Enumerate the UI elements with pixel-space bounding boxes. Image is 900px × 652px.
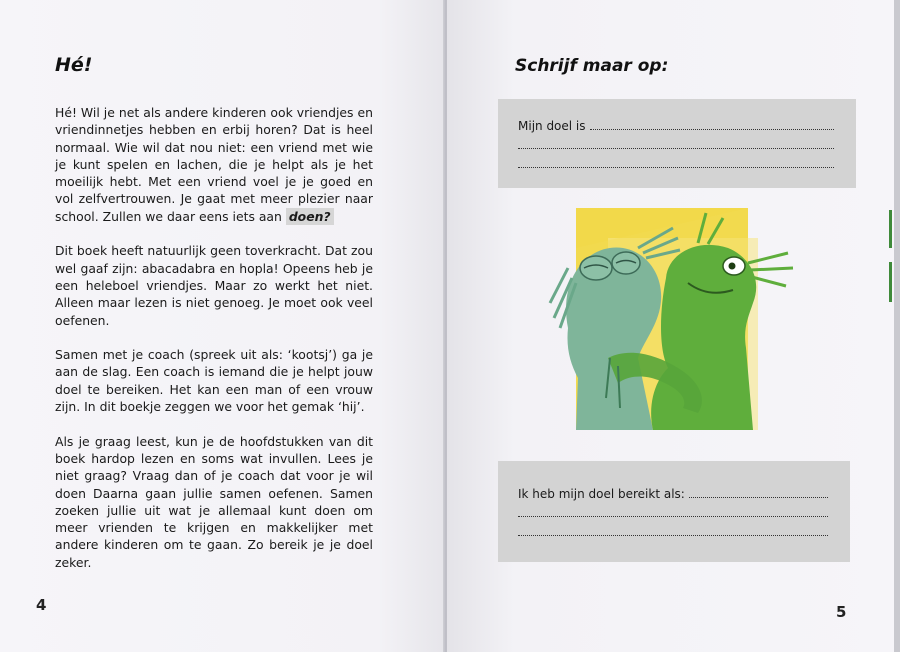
page-number-right: 5 bbox=[836, 603, 847, 621]
body-text bbox=[55, 104, 373, 571]
left-page bbox=[0, 0, 445, 652]
achieved-line-2[interactable] bbox=[518, 504, 828, 520]
goal-line-3[interactable] bbox=[518, 155, 834, 171]
goal-label: Mijn doel is bbox=[518, 119, 586, 133]
achieved-line-1[interactable] bbox=[518, 485, 828, 501]
achieved-box bbox=[498, 461, 850, 562]
achieved-line-3[interactable] bbox=[518, 523, 828, 539]
paragraph-2: Dit boek heeft natuurlijk geen toverkracht. Dat zou wel gaaf zijn: abacadabra en hopla! Opeens heb je een heleboel vriendjes. Maar zo werkt het niet. Alleen maar lezen is niet genoeg. Je moet ook veel oefenen. bbox=[55, 243, 373, 328]
frog-illustration bbox=[548, 208, 798, 430]
page-title: Hé! bbox=[55, 54, 93, 76]
highlighted-word: doen? bbox=[286, 208, 334, 225]
green-tab-1 bbox=[889, 210, 892, 248]
goal-line-1[interactable] bbox=[518, 117, 834, 133]
page-edge bbox=[894, 0, 900, 652]
paragraph-3: Samen met je coach (spreek uit als: ‘kootsj’) ga je aan de slag. Een coach is iemand die je helpt jouw doel te bereiken. Het kan een man of een vrouw zijn. In dit boekje zeggen we voor het gemak ‘hij’. bbox=[55, 347, 373, 415]
page-number-left: 4 bbox=[36, 596, 47, 614]
goal-box bbox=[498, 99, 856, 188]
achieved-label: Ik heb mijn doel bereikt als: bbox=[518, 487, 685, 501]
paragraph-1: Hé! Wil je net als andere kinderen ook vriendjes en vriendinnetjes hebben en erbij horen? Dat is heel normaal. Wie wil dat nou niet: een vriend met wie je kunt spelen en lachen, die je helpt als je het moeilijk hebt. Met een vriend voel je je goed en vol zelfvertrouwen. Je gaat met meer plezier naar school. Zullen we daar eens iets aan doen? bbox=[55, 105, 373, 224]
write-title: Schrijf maar op: bbox=[515, 56, 669, 76]
paragraph-4: Als je graag leest, kun je de hoofdstukken van dit boek hardop lezen en soms wat invullen. Lees je niet graag? Vraag dan of je coach dat voor je wil doen Daarna gaan jullie samen oefenen. Samen zoeken jullie uit wat je allemaal kunt doen om meer vrienden te krijgen en makkelijker met andere kinderen om te gaan. Zo bereik je je doel zeker. bbox=[55, 433, 373, 570]
green-tab-2 bbox=[889, 262, 892, 302]
goal-line-2[interactable] bbox=[518, 136, 834, 152]
